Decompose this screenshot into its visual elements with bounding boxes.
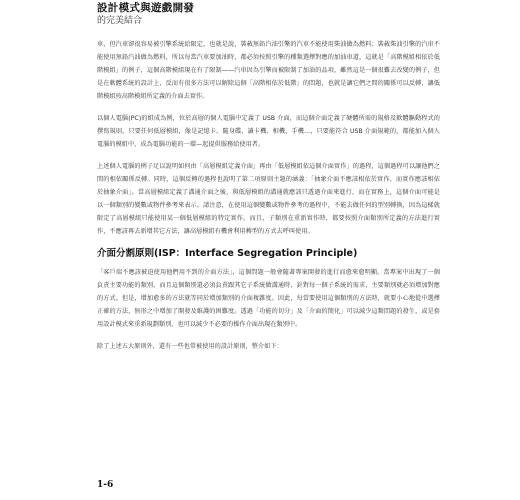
book-title: 設計模式與遊戲開發: [97, 2, 195, 14]
book-subtitle: 的完美結合: [97, 16, 143, 26]
page-number: 1-6: [97, 480, 114, 490]
paragraph: 上述個人電腦的例子足以說明如何由「高層模組定義介面」再由「低層模組依這個介面實作」的過程，這個過程可以讓他們之間的相依關係反轉。同時，這個反轉的過程也說明了第二項原則主題的涵義：「抽象介面不應該相依於實作，而實作應該相依於抽象介面」。當高層模組定義了溝通介面之後，與低層模組的溝通就應該只透過介面來進行，而在實務上，這個介面可能是以一個類別的變數或物件參考來表示。請注意，在使用這個變數或物件參考的過程中，不能去做任何的型別轉換，因為這樣就限定了高層模組只能使用某一個低層模組的特定實作。而且，子類別在重新實作時，都要按照介面類別所定義的方法進行實作，不應該再去新增其它方法，讓高層模組有機會利用轉型的方式去呼叫使用。: [97, 163, 440, 235]
paragraph: 車，但汽車卻很容易被引擎系統給限定，也就是說，裝載無鉛汽油引擎的汽車不能使用柴油做為燃料；裝載柴油引擎的汽車不能使用無鉛汽油做為燃料，所以每當汽車要加油時，都必須按照引擎的種類選擇對應的加油車道，這就是「高階模組相依於低階模組」的例子，這個高階模組現在有了限制——汽車因為引擎而被限制了加油的品項，雖然這是一個很難去改變的例子，但是在軟體系統的設計上，反而有很多方法可以解除這個「高階相依於低階」的問題，也就是讓它們之間的關係可以反轉，讓低階模組按高階模組所定義的介面去實作。: [97, 41, 440, 100]
section-heading: 介面分割原則(ISP：Interface Segregation Principle): [97, 248, 358, 259]
paragraph: 「客戶端不應該被迫使用他們用不到的介面方法」，這個問題一般會隨著專案開發的進行而愈來愈明顯。當專案中出現了一個負責主要功能的類別，而且這個類別還必須負責跟其它子系統做溝通時，針對每一個子系統的需求，主要類別就必須增加對應的方式。但是，增加愈多的方法就等同於增加類別的介面複雜度。因此，每當要使用這個類別的方法時，就要小心地從中選擇正確的方法，無形之中增加了開發及維護的困難度。透過「功能的切分」及「介面的簡化」可以減少這類問題的發生，或是套用設計模式來重新規劃類別，也可以減少不必要的操作介面出現在類別中。: [97, 269, 440, 328]
running-header: [97, 2, 194, 27]
paragraph: 以個人電腦(PC)的組成為例，位於高層的個人電腦中定義了 USB 介面，而這個介面定義了硬體所需的規格及軟體驅動程式的撰寫規則，只要任何低層模組，像是記憶卡、隨身碟、讀卡機、相機、手機…，只要能符合 USB 介面規範的，都能加入個人電腦的模組中，成為電腦功能的一環—起提供服務給使用者。: [97, 115, 440, 148]
body-text: [97, 38, 440, 362]
paragraph: 除了上述五大原則外，還有一些也常被使用的設計原則，整介如下：: [97, 343, 283, 350]
